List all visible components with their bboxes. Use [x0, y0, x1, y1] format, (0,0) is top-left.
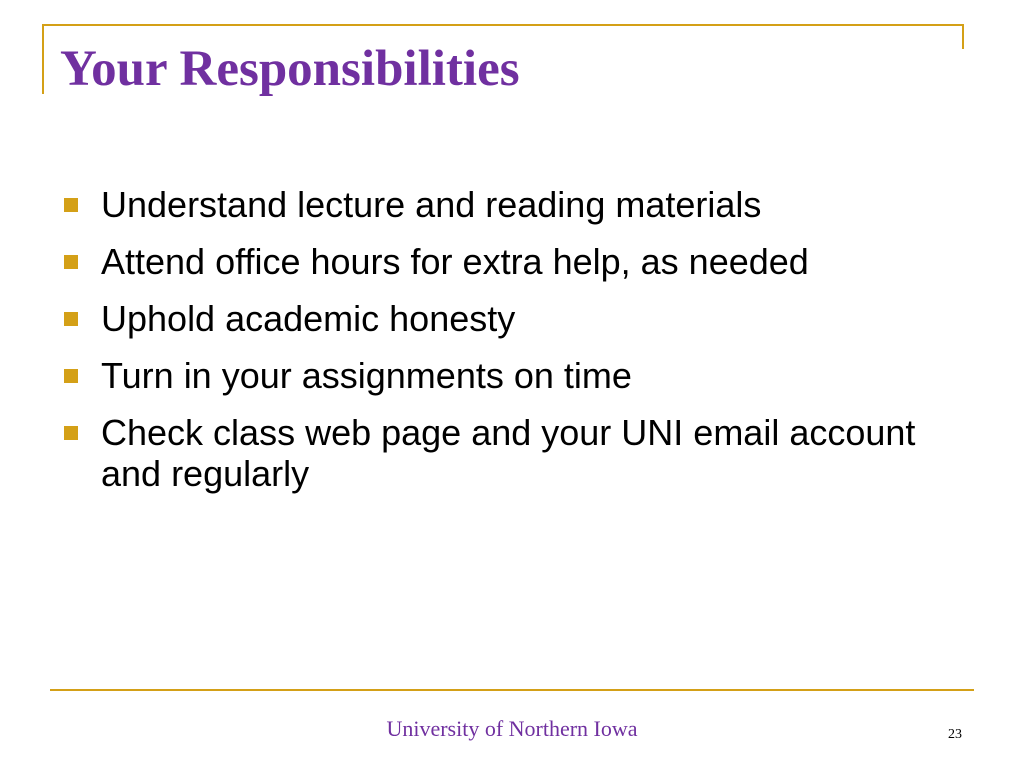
- bullet-text: Understand lecture and reading materials: [101, 184, 762, 225]
- bullet-text: Turn in your assignments on time: [101, 355, 632, 396]
- frame-left-line: [42, 24, 44, 94]
- page-number: 23: [948, 727, 962, 742]
- bullet-text: Check class web page and your UNI email account and regularly: [101, 412, 916, 494]
- bullet-text: Attend office hours for extra help, as needed: [101, 241, 809, 282]
- bullet-item: [64, 184, 964, 225]
- bullet-text: Uphold academic honesty: [101, 298, 516, 339]
- bullet-item: [64, 241, 964, 282]
- footer-divider: [50, 689, 974, 691]
- frame-right-line: [962, 24, 964, 49]
- bullet-list: [64, 184, 964, 510]
- square-bullet-icon: [64, 312, 78, 326]
- square-bullet-icon: [64, 369, 78, 383]
- frame-top-line: [42, 24, 964, 26]
- square-bullet-icon: [64, 198, 78, 212]
- footer-university: University of Northern Iowa: [386, 716, 638, 741]
- bullet-item: [64, 298, 964, 339]
- square-bullet-icon: [64, 255, 78, 269]
- square-bullet-icon: [64, 426, 78, 440]
- bullet-item: [64, 355, 964, 396]
- slide-title: Your Responsibilities: [60, 41, 520, 97]
- bullet-item: [64, 412, 964, 494]
